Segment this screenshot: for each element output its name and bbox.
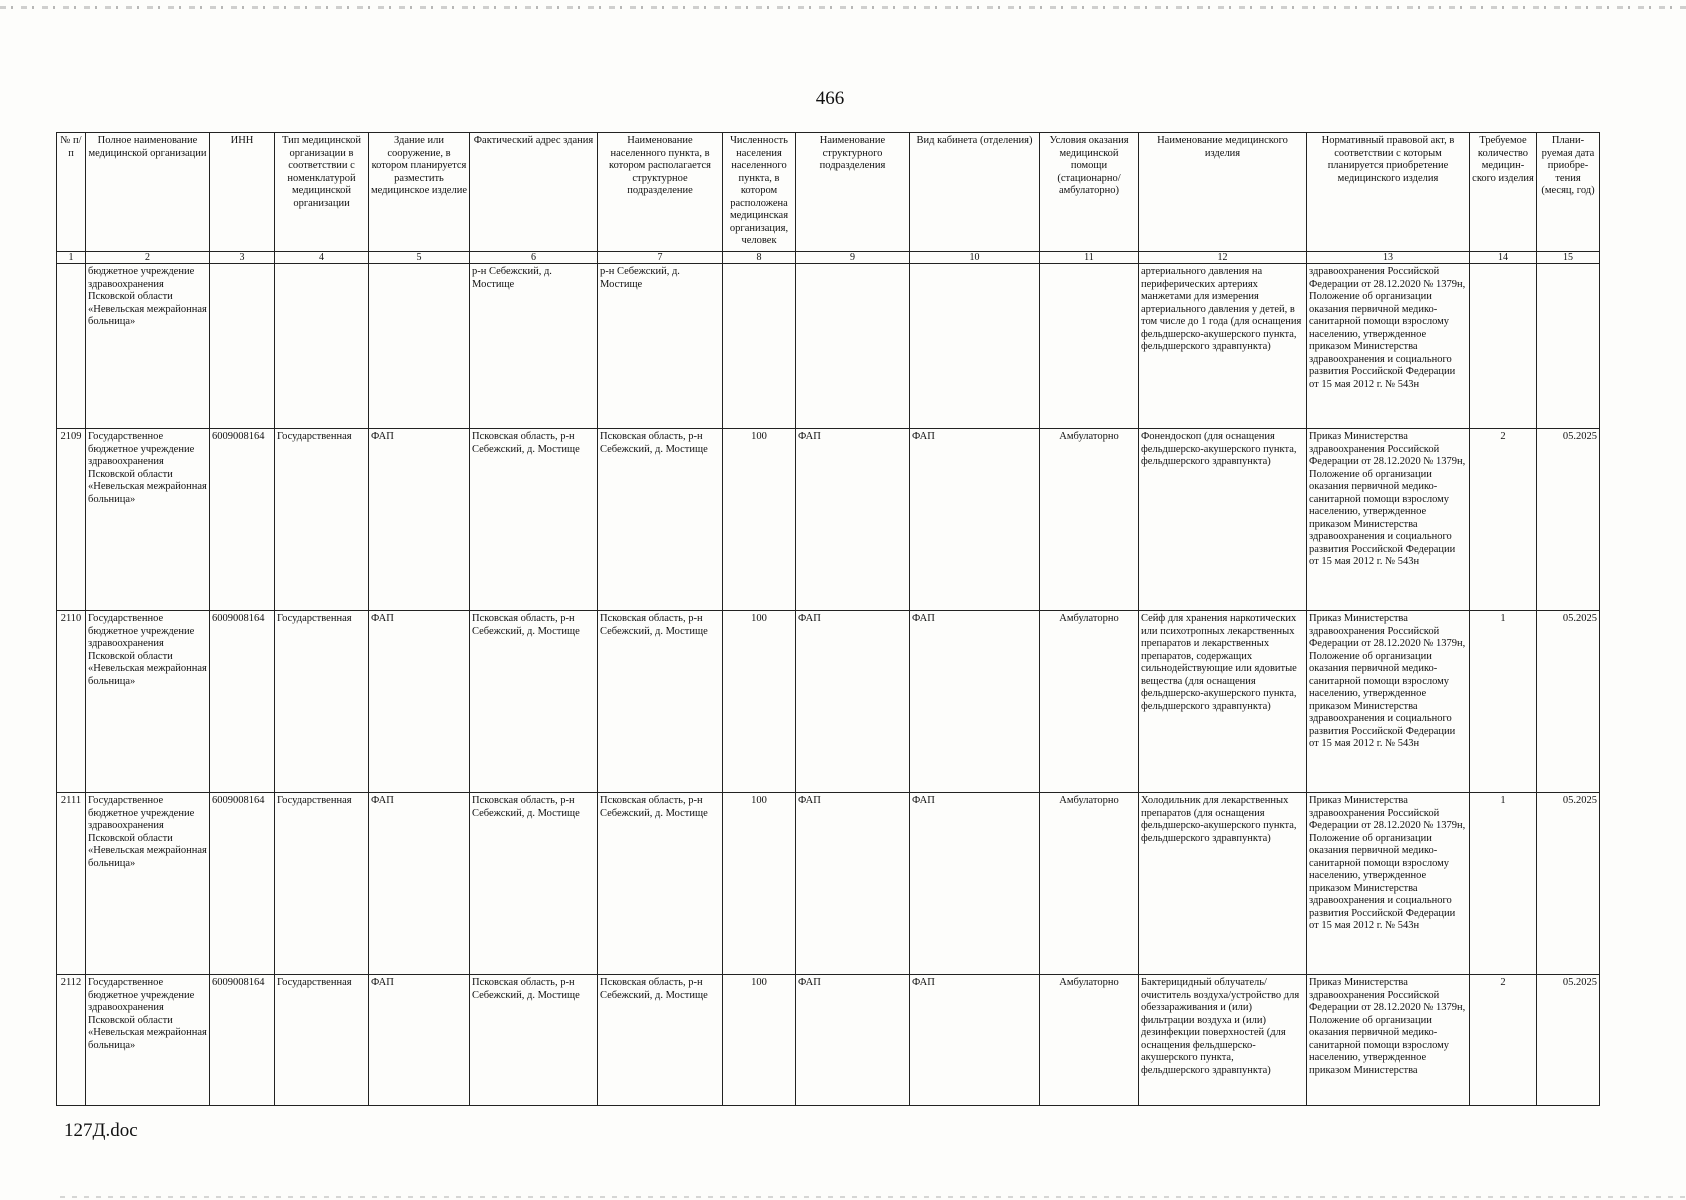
cell-date — [1537, 264, 1600, 429]
cell-type — [275, 264, 369, 429]
header-cell: Наименование медицинского изделия — [1139, 133, 1307, 252]
header-cell: Наименование структурного подразделения — [796, 133, 910, 252]
cell-cabinet: ФАП — [910, 975, 1040, 1106]
cell-building: ФАП — [369, 429, 470, 611]
header-cell: Вид кабинета (отделения) — [910, 133, 1040, 252]
header-row — [57, 133, 1600, 252]
cell-num: 2112 — [57, 975, 86, 1106]
cell-date: 05.2025 — [1537, 793, 1600, 975]
cell-act: Приказ Министерства здравоохранения Российской Федерации от 28.12.2020 № 1379н, Положение об организации оказания первичной медико-санитарной помощи взрослому населению, утвержденное приказом Министерства здравоохранения и социального развития Российской Федерации от 15 мая 2012 г. № 543н — [1307, 611, 1470, 793]
cell-population: 100 — [723, 793, 796, 975]
column-number-row — [57, 252, 1600, 264]
cell-act: Приказ Министерства здравоохранения Российской Федерации от 28.12.2020 № 1379н, Положение об организации оказания первичной медико-санитарной помощи взрослому населению, утвержденное приказом Министерства здравоохранения и социального развития Российской Федерации от 15 мая 2012 г. № 543н — [1307, 793, 1470, 975]
cell-cabinet — [910, 264, 1040, 429]
column-number: 4 — [275, 252, 369, 264]
cell-num — [57, 264, 86, 429]
header-cell: № п/п — [57, 133, 86, 252]
cell-conditions: Амбулаторно — [1040, 975, 1139, 1106]
cell-inn: 6009008164 — [210, 793, 275, 975]
cell-population: 100 — [723, 611, 796, 793]
column-number: 5 — [369, 252, 470, 264]
cell-settlement: Псковская область, р-н Себежский, д. Мостище — [598, 793, 723, 975]
cell-act: Приказ Министерства здравоохранения Российской Федерации от 28.12.2020 № 1379н, Положение об организации оказания первичной медико-санитарной помощи взрослому населению, утвержденное приказом Министерства здравоохранения и социального развития Российской Федерации от 15 мая 2012 г. № 543н — [1307, 429, 1470, 611]
cell-unit — [796, 264, 910, 429]
cell-date: 05.2025 — [1537, 429, 1600, 611]
column-number: 3 — [210, 252, 275, 264]
cell-num: 2110 — [57, 611, 86, 793]
column-number: 6 — [470, 252, 598, 264]
scan-edge-bottom — [60, 1196, 1686, 1198]
column-number: 7 — [598, 252, 723, 264]
page-number: 466 — [815, 88, 845, 109]
cell-settlement: Псковская область, р-н Себежский, д. Мостище — [598, 611, 723, 793]
cell-building: ФАП — [369, 611, 470, 793]
cell-address: Псковская область, р-н Себежский, д. Мостище — [470, 793, 598, 975]
cell-settlement: Псковская область, р-н Себежский, д. Мостище — [598, 429, 723, 611]
cell-conditions: Амбулаторно — [1040, 793, 1139, 975]
cell-settlement: р-н Себежский, д. Мостище — [598, 264, 723, 429]
column-number: 14 — [1470, 252, 1537, 264]
cell-qty — [1470, 264, 1537, 429]
cell-act: Приказ Министерства здравоохранения Российской Федерации от 28.12.2020 № 1379н, Положение об организации оказания первичной медико-санитарной помощи взрослому населению, утвержденное приказом Министерства — [1307, 975, 1470, 1106]
cell-inn: 6009008164 — [210, 611, 275, 793]
cell-cabinet: ФАП — [910, 611, 1040, 793]
scan-edge-top — [0, 6, 1686, 9]
cell-population: 100 — [723, 975, 796, 1106]
cell-conditions — [1040, 264, 1139, 429]
cell-conditions: Амбулаторно — [1040, 429, 1139, 611]
header-cell: Здание или сооружение, в котором планируется разместить медицинское изделие — [369, 133, 470, 252]
header-cell: Тип медицинской организации в соответствии с номенклатурой медицинской организации — [275, 133, 369, 252]
cell-device: Фонендоскоп (для оснащения фельдшерско-акушерского пункта, фельдшерского здравпункта) — [1139, 429, 1307, 611]
column-number: 12 — [1139, 252, 1307, 264]
cell-conditions: Амбулаторно — [1040, 611, 1139, 793]
cell-address: Псковская область, р-н Себежский, д. Мостище — [470, 429, 598, 611]
cell-qty: 2 — [1470, 429, 1537, 611]
header-cell: Условия оказания медицинской помощи (стационарно/ амбулаторно) — [1040, 133, 1139, 252]
cell-device: артериального давления на периферических артериях манжетами для измерения артериального давления у детей, в том числе до 1 года (для оснащения фельдшерско-акушерского пункта, фельдшерского здравпункта) — [1139, 264, 1307, 429]
cell-address: Псковская область, р-н Себежский, д. Мостище — [470, 611, 598, 793]
cell-org: Государственное бюджетное учреждение здравоохранения Псковской области «Невельская межрайонная больница» — [86, 611, 210, 793]
column-number: 13 — [1307, 252, 1470, 264]
cell-org: Государственное бюджетное учреждение здравоохранения Псковской области «Невельская межрайонная больница» — [86, 429, 210, 611]
header-cell: Численность населения населенного пункта, в котором расположена медицинская организация, человек — [723, 133, 796, 252]
cell-address: Псковская область, р-н Себежский, д. Мостище — [470, 975, 598, 1106]
cell-unit: ФАП — [796, 611, 910, 793]
table-row — [57, 611, 1600, 793]
cell-type: Государственная — [275, 429, 369, 611]
cell-unit: ФАП — [796, 793, 910, 975]
cell-building — [369, 264, 470, 429]
header-cell: Нормативный правовой акт, в соответствии с которым планируется приобретение медицинского изделия — [1307, 133, 1470, 252]
cell-org: бюджетное учреждение здравоохранения Псковской области «Невельская межрайонная больница» — [86, 264, 210, 429]
table-row — [57, 975, 1600, 1106]
column-number: 1 — [57, 252, 86, 264]
header-cell: Плани-руемая дата приобре-тения (месяц, год) — [1537, 133, 1600, 252]
header-cell: Наименование населенного пункта, в котором располагается структурное подразделение — [598, 133, 723, 252]
table-row-continuation — [57, 264, 1600, 429]
table-row — [57, 793, 1600, 975]
cell-population: 100 — [723, 429, 796, 611]
cell-qty: 1 — [1470, 611, 1537, 793]
cell-cabinet: ФАП — [910, 793, 1040, 975]
cell-qty: 2 — [1470, 975, 1537, 1106]
column-number: 9 — [796, 252, 910, 264]
cell-inn — [210, 264, 275, 429]
cell-inn: 6009008164 — [210, 975, 275, 1106]
header-cell: ИНН — [210, 133, 275, 252]
equipment-register-table — [56, 132, 1600, 1106]
cell-type: Государственная — [275, 793, 369, 975]
cell-building: ФАП — [369, 975, 470, 1106]
cell-device: Бактерицидный облучатель/очиститель воздуха/устройство для обеззараживания и (или) фильтрации воздуха и (или) дезинфекции поверхностей (для оснащения фельдшерско-акушерского пункта, фельдшерского здравпункта) — [1139, 975, 1307, 1106]
cell-population — [723, 264, 796, 429]
cell-type: Государственная — [275, 975, 369, 1106]
column-number: 10 — [910, 252, 1040, 264]
header-cell: Полное наименование медицинской организации — [86, 133, 210, 252]
cell-org: Государственное бюджетное учреждение здравоохранения Псковской области «Невельская межрайонная больница» — [86, 793, 210, 975]
column-number: 2 — [86, 252, 210, 264]
cell-act: здравоохранения Российской Федерации от 28.12.2020 № 1379н, Положение об организации оказания первичной медико-санитарной помощи взрослому населению, утвержденное приказом Министерства здравоохранения и социального развития Российской Федерации от 15 мая 2012 г. № 543н — [1307, 264, 1470, 429]
cell-device: Сейф для хранения наркотических или психотропных лекарственных препаратов и лекарственных препаратов, содержащих сильнодействующие или ядовитые вещества (для оснащения фельдшерско-акушерского пункта, фельдшерского здравпункта) — [1139, 611, 1307, 793]
table-row — [57, 429, 1600, 611]
header-cell: Фактический адрес здания — [470, 133, 598, 252]
cell-date: 05.2025 — [1537, 611, 1600, 793]
header-cell: Требуемое количество медицин-ского изделия — [1470, 133, 1537, 252]
column-number: 8 — [723, 252, 796, 264]
cell-device: Холодильник для лекарственных препаратов (для оснащения фельдшерско-акушерского пункта, фельдшерского здравпункта) — [1139, 793, 1307, 975]
cell-inn: 6009008164 — [210, 429, 275, 611]
cell-num: 2109 — [57, 429, 86, 611]
column-number: 15 — [1537, 252, 1600, 264]
cell-org: Государственное бюджетное учреждение здравоохранения Псковской области «Невельская межрайонная больница» — [86, 975, 210, 1106]
cell-building: ФАП — [369, 793, 470, 975]
column-number: 11 — [1040, 252, 1139, 264]
cell-unit: ФАП — [796, 429, 910, 611]
footer-filename: 127Д.doc — [64, 1120, 138, 1141]
cell-unit: ФАП — [796, 975, 910, 1106]
cell-address: р-н Себежский, д. Мостище — [470, 264, 598, 429]
cell-qty: 1 — [1470, 793, 1537, 975]
cell-cabinet: ФАП — [910, 429, 1040, 611]
cell-type: Государственная — [275, 611, 369, 793]
cell-num: 2111 — [57, 793, 86, 975]
cell-date: 05.2025 — [1537, 975, 1600, 1106]
cell-settlement: Псковская область, р-н Себежский, д. Мостище — [598, 975, 723, 1106]
